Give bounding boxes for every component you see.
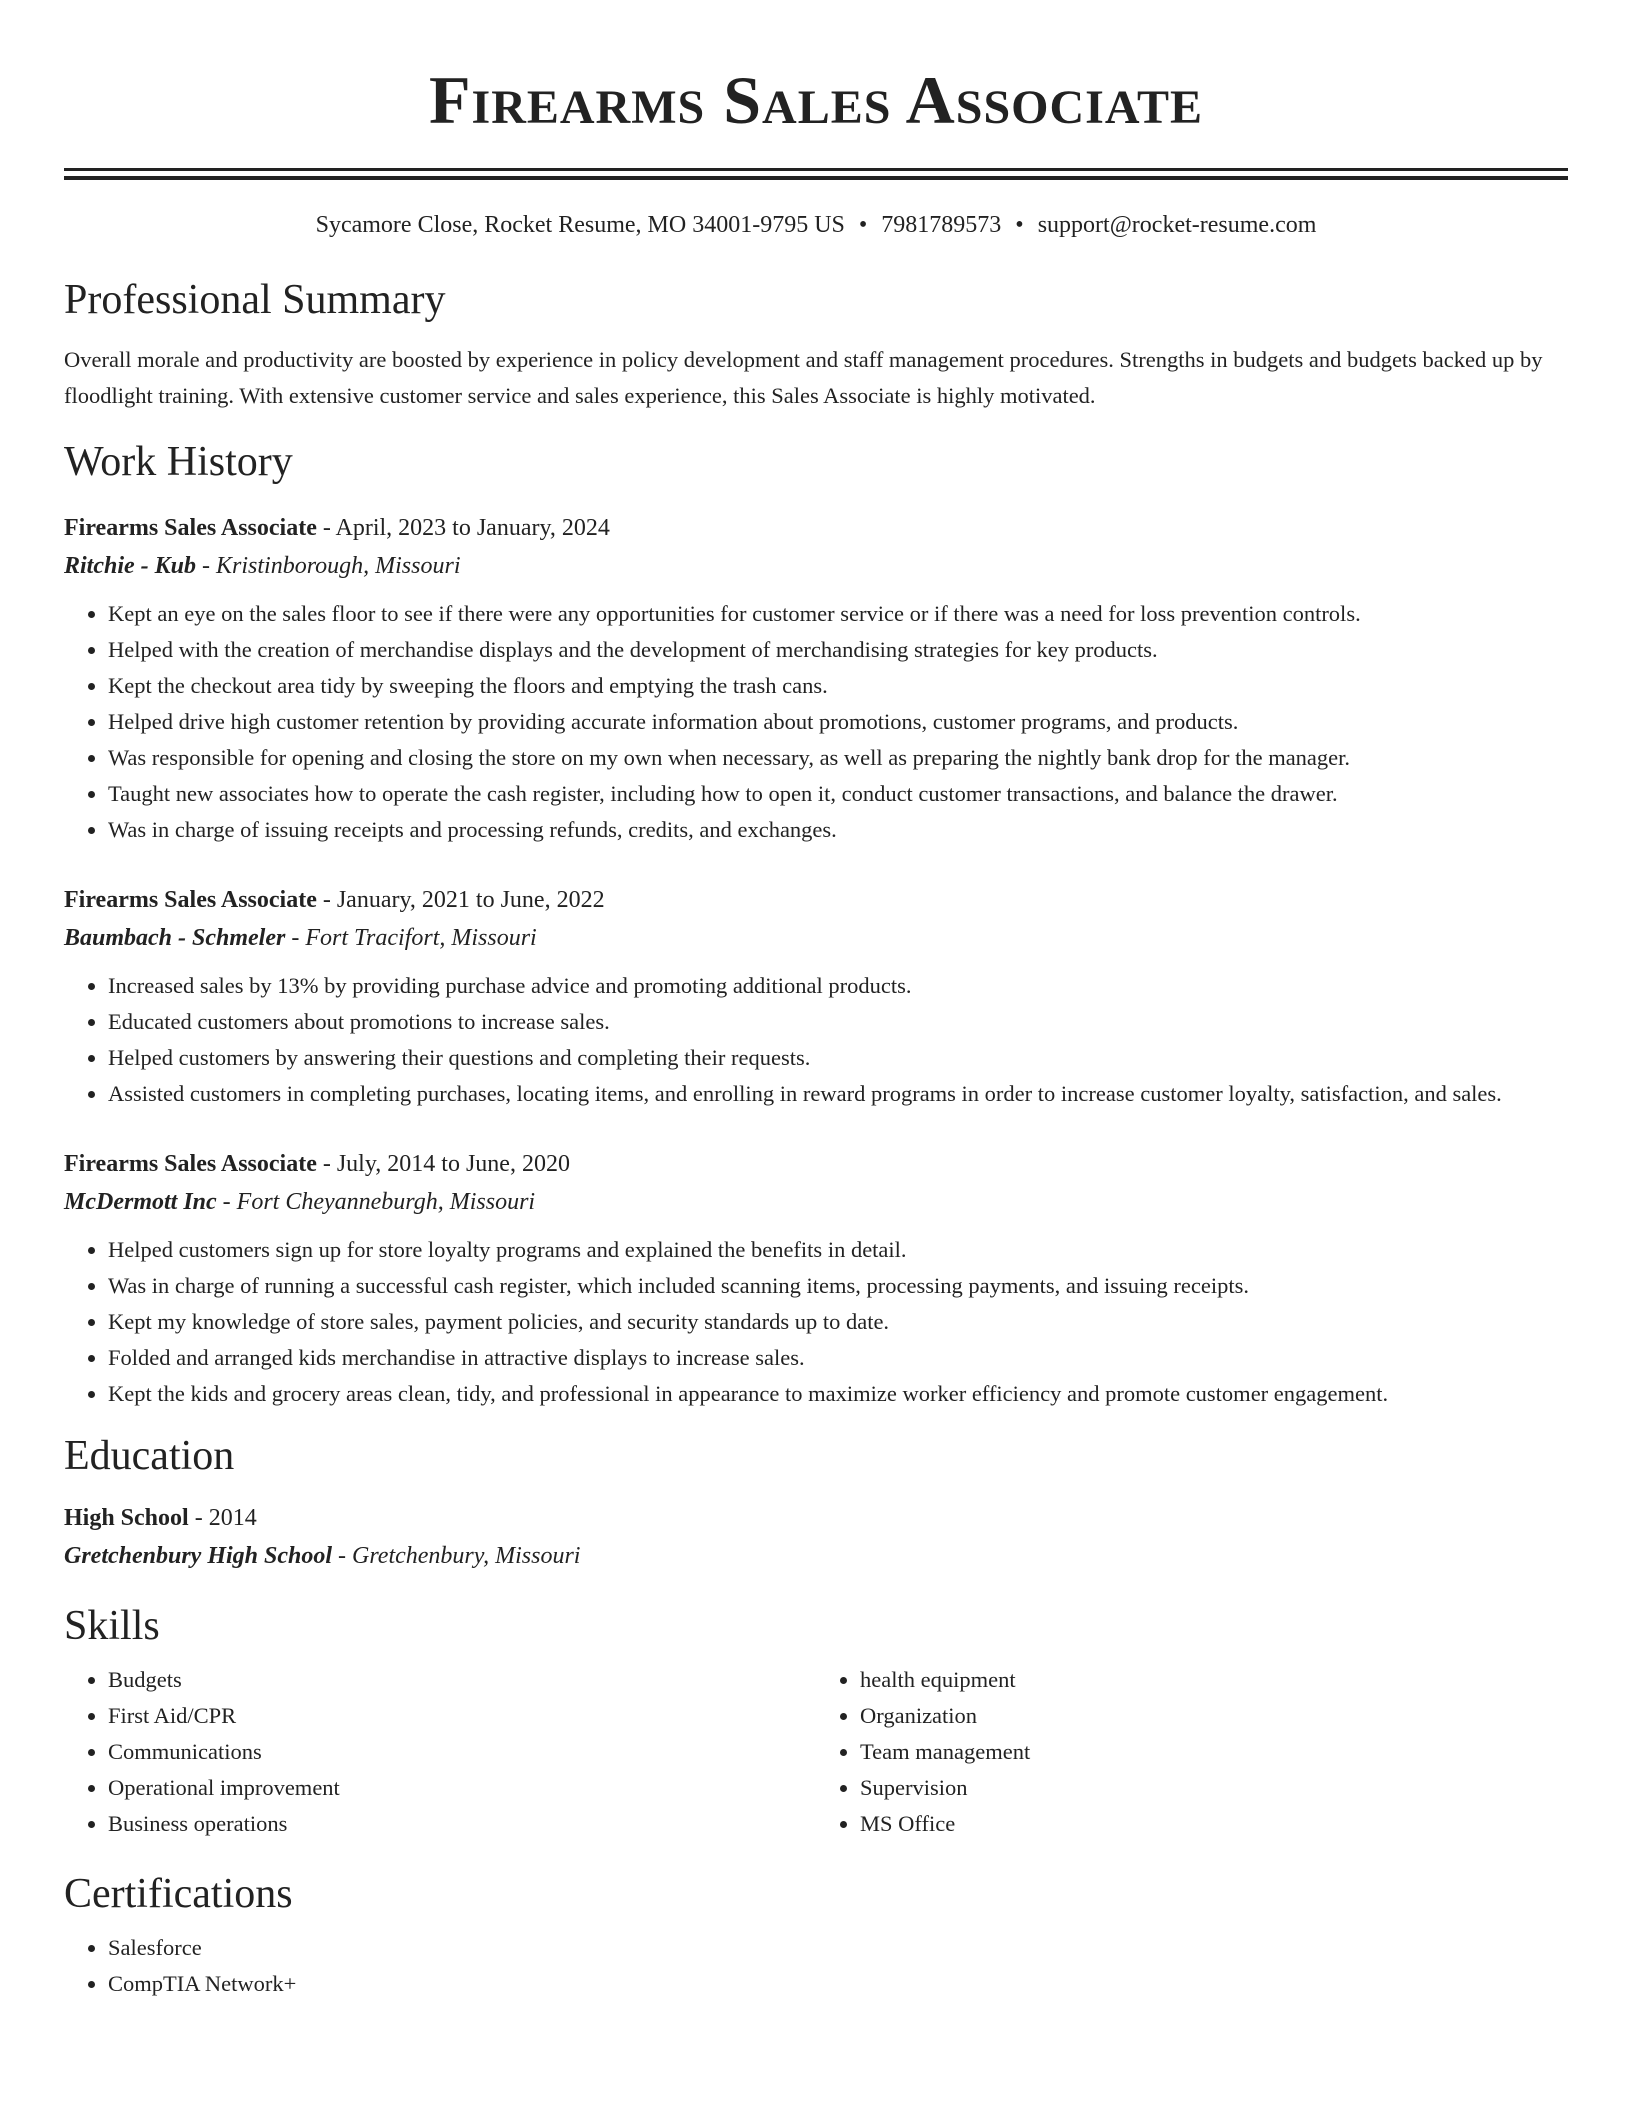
job-dates: - January, 2021 to June, 2022 — [316, 887, 605, 913]
contact-separator: • — [1015, 212, 1024, 238]
title-divider — [64, 168, 1568, 180]
job-bullet: • Was in charge of running a successful cash register, which included scanning items, processing payments, and issuing receipts. — [108, 1268, 1568, 1304]
certifications-section — [64, 1868, 1568, 2002]
skills-heading: Skills — [64, 1603, 160, 1649]
job-header — [64, 510, 1568, 546]
job-bullet: • Folded and arranged kids merchandise in attractive displays to increase sales. — [108, 1340, 1568, 1376]
job-title: Firearms Sales Associate — [64, 515, 317, 541]
job-bullet: • Helped drive high customer retention by providing accurate information about promotions, customer programs, and products. — [108, 704, 1568, 740]
education-school: Gretchenbury High School — [64, 1543, 333, 1569]
job-bullets — [64, 968, 1568, 1112]
education-entry — [64, 1500, 1568, 1576]
education-heading: Education — [64, 1433, 235, 1479]
contact-email: support@rocket-resume.com — [1037, 212, 1317, 238]
education-section — [64, 1430, 1568, 1576]
work-history-section — [64, 436, 1568, 1412]
skills-list-right — [816, 1662, 1568, 1842]
job-bullets — [64, 596, 1568, 848]
skill-item: • Budgets — [108, 1662, 816, 1698]
job-bullet: • Educated customers about promotions to increase sales. — [108, 1004, 1568, 1040]
contact-phone: 7981789573 — [881, 212, 1002, 238]
summary-section — [64, 274, 1568, 414]
job-employer — [64, 1182, 1568, 1222]
job-bullet: • Kept the kids and grocery areas clean, tidy, and professional in appearance to maximize worker efficiency and promote customer engagement. — [108, 1376, 1568, 1412]
job-employer — [64, 918, 1568, 958]
job-bullet: • Helped with the creation of merchandise displays and the development of merchandising strategies for key products. — [108, 632, 1568, 668]
education-location: - Gretchenbury, Missouri — [332, 1543, 581, 1569]
job-bullet: • Helped customers sign up for store loyalty programs and explained the benefits in detail. — [108, 1232, 1568, 1268]
job-bullet: • Assisted customers in completing purchases, locating items, and enrolling in reward programs in order to increase customer loyalty, satisfaction, and sales. — [108, 1076, 1568, 1112]
job-bullet: • Increased sales by 13% by providing purchase advice and promoting additional products. — [108, 968, 1568, 1004]
job-company: McDermott Inc — [64, 1189, 217, 1215]
job-entry — [64, 510, 1568, 848]
contact-address: Sycamore Close, Rocket Resume, MO 34001-9795 US — [315, 212, 845, 238]
job-location: - Fort Cheyanneburgh, Missouri — [216, 1189, 536, 1215]
job-dates: - April, 2023 to January, 2024 — [316, 515, 610, 541]
job-bullet: • Kept the checkout area tidy by sweeping the floors and emptying the trash cans. — [108, 668, 1568, 704]
skill-item: • Supervision — [860, 1770, 1568, 1806]
skills-section — [64, 1600, 1568, 1842]
skill-item: • health equipment — [860, 1662, 1568, 1698]
job-entry — [64, 882, 1568, 1112]
job-bullet: • Kept my knowledge of store sales, payment policies, and security standards up to date. — [108, 1304, 1568, 1340]
education-school-line — [64, 1536, 1568, 1576]
education-header — [64, 1500, 1568, 1536]
skills-list-left — [64, 1662, 816, 1842]
job-header — [64, 1146, 1568, 1182]
job-bullet: • Was responsible for opening and closing the store on my own when necessary, as well as preparing the nightly bank drop for the manager. — [108, 740, 1568, 776]
job-location: - Fort Tracifort, Missouri — [285, 925, 537, 951]
contact-line — [64, 210, 1568, 240]
job-company: Baumbach - Schmeler — [64, 925, 286, 951]
job-title: Firearms Sales Associate — [64, 887, 317, 913]
work-history-heading: Work History — [64, 439, 293, 485]
certifications-list — [64, 1930, 1568, 2002]
job-bullets — [64, 1232, 1568, 1412]
job-employer — [64, 546, 1568, 586]
job-bullet: • Helped customers by answering their questions and completing their requests. — [108, 1040, 1568, 1076]
certification-item: • Salesforce — [108, 1930, 1568, 1966]
education-degree: High School — [64, 1505, 189, 1531]
job-location: - Kristinborough, Missouri — [196, 553, 461, 579]
skill-item: • Operational improvement — [108, 1770, 816, 1806]
job-header — [64, 882, 1568, 918]
summary-text: Overall morale and productivity are boosted by experience in policy development and staff management procedures. Strengths in budgets and budgets backed up by floodlight training. With extensive customer service and sales experience, this Sales Associate is highly motivated. — [64, 347, 1543, 408]
certification-item: • CompTIA Network+ — [108, 1966, 1568, 2002]
job-bullet: • Kept an eye on the sales floor to see if there were any opportunities for customer service or if there was a need for loss prevention controls. — [108, 596, 1568, 632]
skill-item: • Organization — [860, 1698, 1568, 1734]
certifications-heading: Certifications — [64, 1871, 293, 1917]
skill-item: • Communications — [108, 1734, 816, 1770]
skill-item: • Business operations — [108, 1806, 816, 1842]
job-bullet: • Was in charge of issuing receipts and processing refunds, credits, and exchanges. — [108, 812, 1568, 848]
job-dates: - July, 2014 to June, 2020 — [316, 1151, 570, 1177]
job-company: Ritchie - Kub — [64, 553, 197, 579]
contact-separator: • — [858, 212, 868, 238]
job-entry — [64, 1146, 1568, 1412]
skills-columns — [64, 1662, 1568, 1842]
skill-item: • Team management — [860, 1734, 1568, 1770]
resume-title: Firearms Sales Associate — [429, 62, 1203, 138]
education-year: - 2014 — [188, 1505, 257, 1531]
job-title: Firearms Sales Associate — [64, 1151, 317, 1177]
job-bullet: • Taught new associates how to operate the cash register, including how to open it, conduct customer transactions, and balance the drawer. — [108, 776, 1568, 812]
skill-item: • First Aid/CPR — [108, 1698, 816, 1734]
summary-heading: Professional Summary — [64, 277, 446, 323]
skill-item: • MS Office — [860, 1806, 1568, 1842]
